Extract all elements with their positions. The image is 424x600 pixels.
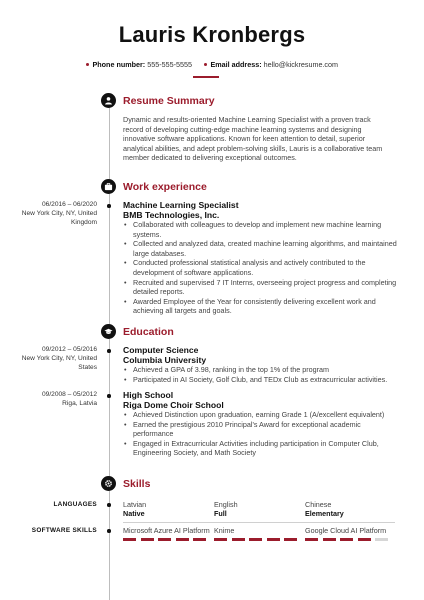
list-item: • Achieved Distinction upon graduation, earning Grade 1 (A/excellent equivalent) [133, 410, 403, 420]
timeline-dot [107, 204, 111, 208]
phone-label: Phone number: [92, 60, 146, 69]
software-name: Knime [214, 526, 235, 535]
list-item: • Collaborated with colleagues to develop and implement new machine learning systems. [133, 220, 403, 239]
edu-location: Riga, Latvia [62, 399, 97, 407]
skill-bar-segment [214, 538, 227, 541]
edu-school: Riga Dome Choir School [123, 400, 224, 410]
skill-bar-segment [141, 538, 154, 541]
candidate-name: Lauris Kronbergs [118, 22, 306, 47]
skills-title: Skills [123, 478, 151, 490]
edu-bullets [123, 410, 403, 458]
language-level: Elementary [305, 509, 344, 518]
job-bullets [123, 220, 403, 316]
person-icon [101, 93, 116, 108]
summary-text: Dynamic and results-oriented Machine Learning Specialist with a proven track record of developing cutting-edge machine learning systems and designing innovative software applications. Known for keen attention to detail, superior analytical abilities, and adept problem-solving skills, Lauris is a collaborative team member dedicated to delivering exceptional outcomes. [123, 115, 383, 163]
list-item: • Awarded Employee of the Year for consistently delivering excellent work and achieving all targets and goals. [133, 297, 403, 316]
edu-meta [18, 391, 97, 409]
edu-dates: 09/2008 – 05/2012 [41, 391, 97, 398]
skill-bar-segment [375, 538, 388, 541]
list-item: • Collected and analyzed data, created machine learning algorithms, and maintained large databases. [133, 239, 403, 258]
timeline-dot [107, 529, 111, 533]
list-item: • Engaged in Extracurricular Activities including participation in Computer Club, Engineering Society, and Math Society [133, 439, 403, 458]
skill-bar-segment [323, 538, 336, 541]
briefcase-icon [101, 179, 116, 194]
list-item: • Recruited and supervised 7 IT Interns, overseeing project progress and completing detailed reports. [133, 278, 403, 297]
edu-bullets [123, 365, 403, 384]
job-location: New York City, NY, United Kingdom [21, 209, 97, 226]
summary-title: Resume Summary [123, 95, 215, 107]
bullet-dot-icon [204, 63, 208, 67]
skill-bar-segment [284, 538, 297, 541]
timeline-dot [107, 349, 111, 353]
skill-bar-segment [305, 538, 318, 541]
edu-location: New York City, NY, United States [21, 354, 97, 371]
edu-degree: High School [123, 390, 174, 400]
email-value: hello@kickresume.com [263, 60, 339, 69]
skill-bar-segment [232, 538, 245, 541]
skill-bar-segment [267, 538, 280, 541]
software-name: Microsoft Azure AI Platform [123, 526, 210, 535]
timeline-dot [107, 503, 111, 507]
list-item: • Earned the prestigious 2010 Principal's Award for exceptional academic performance [133, 420, 403, 439]
education-title: Education [123, 326, 174, 338]
languages-label: LANGUAGES [53, 501, 97, 508]
job-company: BMB Technologies, Inc. [123, 210, 220, 220]
skill-bar-segment [176, 538, 189, 541]
edu-school: Columbia University [123, 355, 207, 365]
language-level: Native [123, 509, 145, 518]
language-level: Full [214, 509, 227, 518]
email-label: Email address: [210, 60, 262, 69]
language-name: Latvian [123, 500, 147, 509]
timeline-dot [107, 394, 111, 398]
phone-value: 555-555-5555 [147, 60, 192, 69]
skill-bar-segment [193, 538, 206, 541]
job-dates: 06/2016 – 06/2020 [41, 201, 97, 208]
contact-line [0, 60, 424, 69]
gear-icon [101, 476, 116, 491]
language-name: Chinese [305, 500, 332, 509]
skill-bar-segment [158, 538, 171, 541]
skill-bar-segment [249, 538, 262, 541]
edu-dates: 09/2012 – 05/2016 [41, 346, 97, 353]
skill-bar-segment [358, 538, 371, 541]
job-title: Machine Learning Specialist [123, 200, 239, 210]
software-name: Google Cloud AI Platform [305, 526, 387, 535]
graduation-cap-icon [101, 324, 116, 339]
edu-meta [18, 346, 97, 372]
list-item: • Achieved a GPA of 3.98, ranking in the top 1% of the program [133, 365, 403, 375]
list-item: • Conducted professional statistical analysis and actively contributed to the development of software applications. [133, 258, 403, 277]
skill-bar-segment [340, 538, 353, 541]
header-accent-bar [193, 76, 219, 78]
software-label: SOFTWARE SKILLS [31, 527, 97, 534]
edu-degree: Computer Science [123, 345, 199, 355]
divider [123, 522, 395, 523]
bullet-dot-icon [86, 63, 90, 67]
work-title: Work experience [123, 181, 207, 193]
language-name: English [214, 500, 238, 509]
job-meta [18, 201, 97, 227]
skill-bar-segment [123, 538, 136, 541]
list-item: • Participated in AI Society, Golf Club, and TEDx Club as extracurricular activities. [133, 375, 403, 385]
